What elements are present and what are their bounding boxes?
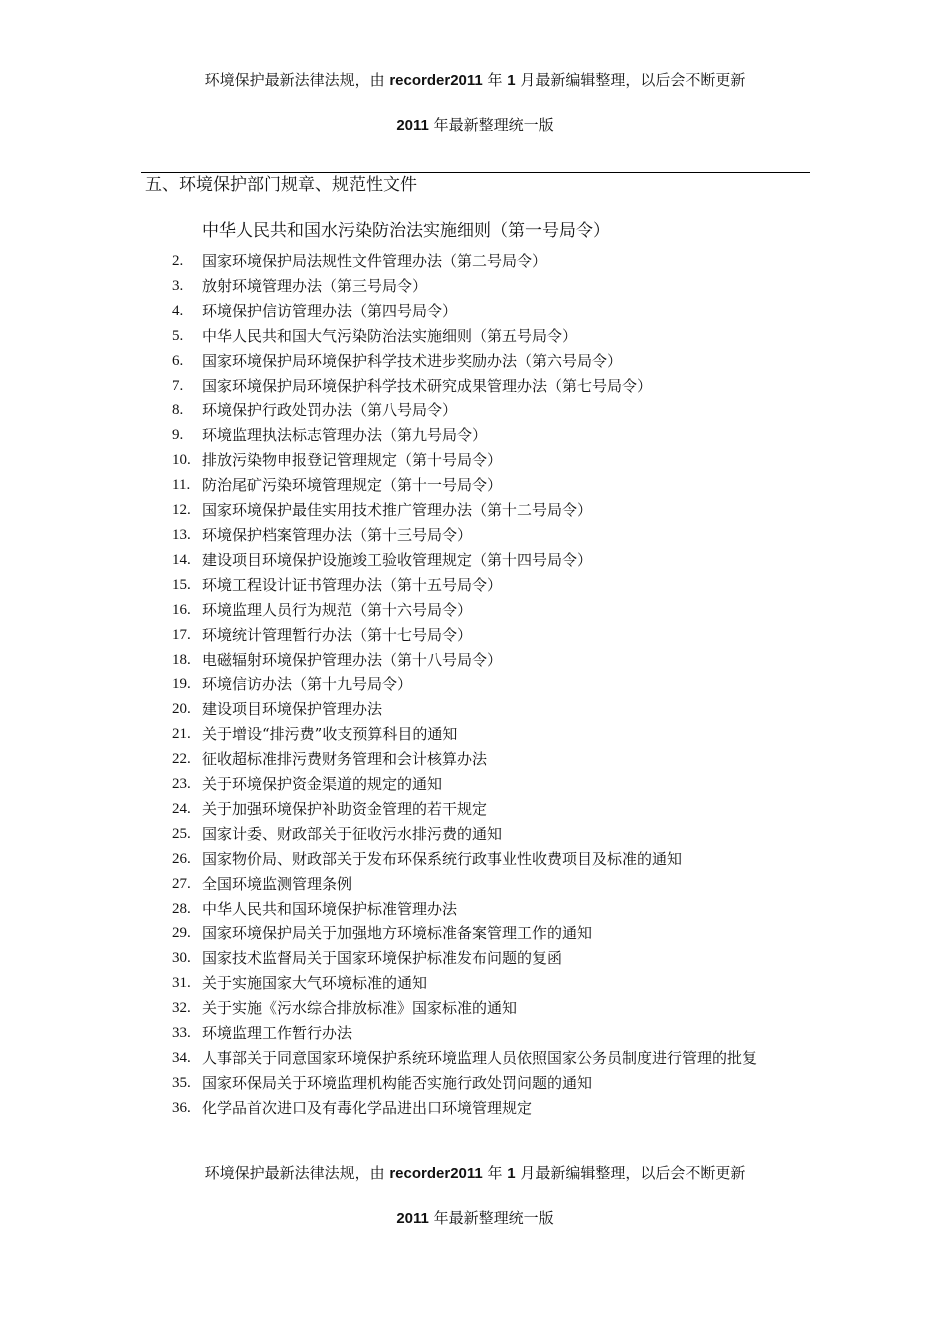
list-item: [172, 1046, 812, 1071]
header-bold-part: 1: [507, 72, 516, 89]
list-item: [172, 623, 812, 648]
list-item: [172, 722, 812, 747]
list-item-text: 国家环境保护最佳实用技术推广管理办法（第十二号局令）: [202, 501, 593, 520]
list-item: [172, 1096, 812, 1121]
list-item: [172, 274, 812, 299]
header-bold-part: recorder2011: [389, 72, 483, 89]
list-item-text: 关于环境保护资金渠道的规定的通知: [202, 775, 443, 794]
list-item-number: 27.: [172, 875, 191, 892]
list-item-text: 环境监理执法标志管理办法（第九号局令）: [202, 426, 488, 445]
list-item-text: 环境保护信访管理办法（第四号局令）: [202, 301, 458, 320]
list-item-number: 10.: [172, 452, 191, 469]
list-item-number: 31.: [172, 975, 191, 992]
list-item-number: 26.: [172, 850, 191, 867]
list-item-text: 国家环境保护局法规性文件管理办法（第二号局令）: [202, 252, 548, 270]
list-item: [172, 772, 812, 797]
list-item: [172, 697, 812, 722]
list-item-text: 中华人民共和国大气污染防治法实施细则（第五号局令）: [202, 326, 578, 345]
list-item-number: 12.: [172, 502, 191, 519]
list-item: [172, 523, 812, 548]
list-item-text: 环境保护档案管理办法（第十三号局令）: [202, 525, 473, 544]
footer-text-part: 年最新整理统一版: [428, 1209, 554, 1227]
list-item-number: 11.: [172, 477, 191, 494]
list-item-text: 排放污染物申报登记管理规定（第十号局令）: [202, 451, 503, 470]
list-item: [172, 872, 812, 897]
list-item: [172, 324, 812, 349]
list-item: [172, 1071, 812, 1096]
list-item: [172, 598, 812, 623]
list-item-number: 23.: [172, 776, 191, 793]
list-item-number: 3.: [172, 277, 184, 294]
page-header-line-1: [0, 70, 950, 91]
list-item: [172, 946, 812, 971]
page-footer-line-1: [0, 1163, 950, 1184]
list-item: [172, 548, 812, 573]
list-item-number: 5.: [172, 327, 184, 344]
list-item-text: 防治尾矿污染环境管理规定（第十一号局令）: [202, 476, 503, 495]
list-item-text: 关于增设“排污费”收支预算科目的通知: [202, 725, 458, 744]
list-item: [172, 374, 812, 399]
list-item: [172, 498, 812, 523]
list-item: [172, 897, 812, 922]
list-item-number: 29.: [172, 925, 191, 942]
list-item: [172, 672, 812, 697]
list-item: [172, 648, 812, 673]
footer-text-part: 月最新编辑整理，以后会不断更新: [515, 1164, 746, 1182]
footer-bold-year: 2011: [396, 1210, 429, 1227]
list-item-number: 24.: [172, 800, 191, 817]
list-item: [172, 573, 812, 598]
header-divider: [141, 172, 810, 173]
header-text-part: 年最新整理统一版: [428, 116, 554, 134]
list-item-number: 18.: [172, 651, 191, 668]
list-item: [172, 349, 812, 374]
list-item: [172, 448, 812, 473]
list-item-number: 34.: [172, 1050, 191, 1066]
list-item-text: 环境统计管理暂行办法（第十七号局令）: [202, 625, 473, 644]
footer-bold-part: recorder2011: [389, 1165, 483, 1182]
list-item-number: 2.: [172, 253, 184, 269]
list-item-text: 国家技术监督局关于国家环境保护标准发布问题的复函: [202, 949, 563, 968]
regulations-list: [172, 249, 812, 1121]
footer-text-part: 年: [482, 1164, 508, 1182]
list-item-number: 32.: [172, 1000, 191, 1017]
list-item-text: 环境监理工作暂行办法: [202, 1024, 353, 1043]
header-text-part: 环境保护最新法律法规，由: [204, 71, 390, 89]
list-item-text: 环境监理人员行为规范（第十六号局令）: [202, 600, 473, 619]
list-item-text: 关于实施《污水综合排放标准》国家标准的通知: [202, 999, 518, 1018]
list-item-number: 15.: [172, 576, 191, 593]
page-footer-line-2: [0, 1208, 950, 1229]
list-item-text: 关于实施国家大气环境标准的通知: [202, 974, 428, 993]
list-item: [172, 249, 812, 274]
section-title: 五、环境保护部门规章、规范性文件: [145, 175, 417, 195]
list-item-text: 国家物价局、财政部关于发布环保系统行政事业性收费项目及标准的通知: [202, 849, 683, 868]
list-item-text: 征收超标准排污费财务管理和会计核算办法: [202, 750, 488, 769]
list-item-text: 电磁辐射环境保护管理办法（第十八号局令）: [202, 650, 503, 669]
page-header-line-2: [0, 115, 950, 136]
list-item-text: 放射环境管理办法（第三号局令）: [202, 276, 428, 295]
list-item-number: 13.: [172, 526, 191, 543]
list-item-number: 20.: [172, 701, 191, 718]
list-item-number: 28.: [172, 900, 191, 917]
list-item-number: 14.: [172, 551, 191, 568]
list-item-number: 9.: [172, 427, 184, 444]
list-item: [172, 822, 812, 847]
list-item-number: 17.: [172, 626, 191, 643]
list-item: [172, 473, 812, 498]
list-item: [172, 797, 812, 822]
list-item: [172, 847, 812, 872]
list-item-text: 环境保护行政处罚办法（第八号局令）: [202, 401, 458, 420]
footer-bold-part: 1: [507, 1165, 516, 1182]
list-item-text: 建设项目环境保护管理办法: [202, 700, 383, 719]
list-item: [172, 996, 812, 1021]
header-bold-year: 2011: [396, 117, 429, 134]
list-item-number: 35.: [172, 1074, 191, 1091]
list-item-number: 16.: [172, 601, 191, 618]
footer-text-part: 环境保护最新法律法规，由: [204, 1164, 390, 1182]
list-item-number: 6.: [172, 352, 184, 369]
list-item-text: 环境工程设计证书管理办法（第十五号局令）: [202, 575, 503, 594]
header-text-part: 月最新编辑整理，以后会不断更新: [515, 71, 746, 89]
list-item-number: 30.: [172, 950, 191, 967]
list-item-text: 建设项目环境保护设施竣工验收管理规定（第十四号局令）: [202, 550, 593, 569]
list-item-first: 中华人民共和国水污染防治法实施细则（第一号局令）: [202, 221, 610, 241]
list-item-text: 人事部关于同意国家环境保护系统环境监理人员依照国家公务员制度进行管理的批复: [202, 1049, 758, 1067]
list-item-text: 国家环保局关于环境监理机构能否实施行政处罚问题的通知: [202, 1073, 593, 1092]
list-item-number: 21.: [172, 726, 191, 743]
list-item: [172, 398, 812, 423]
list-item: [172, 299, 812, 324]
list-item: [172, 747, 812, 772]
list-item: [172, 423, 812, 448]
list-item-number: 19.: [172, 676, 191, 693]
list-item: [172, 971, 812, 996]
list-item-number: 7.: [172, 377, 184, 394]
list-item-number: 36.: [172, 1099, 191, 1116]
list-item-text: 环境信访办法（第十九号局令）: [202, 675, 413, 694]
list-item-text: 国家环境保护局环境保护科学技术研究成果管理办法（第七号局令）: [202, 376, 653, 395]
list-item-text: 国家计委、财政部关于征收污水排污费的通知: [202, 824, 503, 843]
list-item-text: 化学品首次进口及有毒化学品进出口环境管理规定: [202, 1098, 533, 1117]
list-item-number: 8.: [172, 402, 184, 419]
list-item-text: 全国环境监测管理条例: [202, 874, 353, 893]
list-item-text: 国家环境保护局环境保护科学技术进步奖励办法（第六号局令）: [202, 351, 623, 370]
list-item: [172, 1021, 812, 1046]
list-item-number: 4.: [172, 302, 184, 319]
list-item-number: 25.: [172, 825, 191, 842]
list-item: [172, 921, 812, 946]
list-item-number: 33.: [172, 1025, 191, 1042]
list-item-text: 中华人民共和国环境保护标准管理办法: [202, 899, 458, 918]
header-text-part: 年: [482, 71, 508, 89]
list-item-number: 22.: [172, 751, 191, 768]
list-item-text: 国家环境保护局关于加强地方环境标准备案管理工作的通知: [202, 924, 593, 943]
list-item-text: 关于加强环境保护补助资金管理的若干规定: [202, 799, 488, 818]
